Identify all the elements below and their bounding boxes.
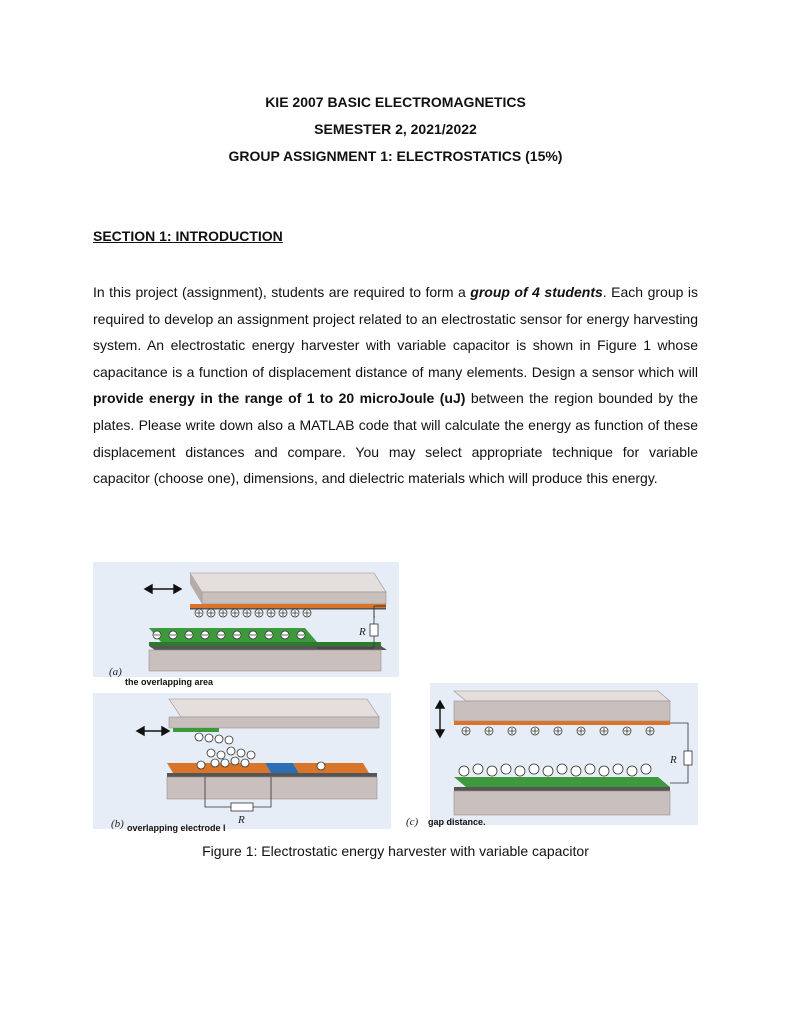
panel-a-sublabel: the overlapping area <box>125 677 214 687</box>
intro-paragraph <box>93 279 698 492</box>
panel-c-label: (c) <box>406 816 419 828</box>
panel-a-label: (a) <box>109 666 122 678</box>
figure-panel-a <box>93 562 399 690</box>
resistor-symbol <box>684 751 692 765</box>
energy-range-emphasis: provide energy in the range of 1 to 20 microJoule (uJ) <box>93 390 466 407</box>
figure-panel-c <box>402 683 698 831</box>
figure-a-diagram <box>93 562 399 690</box>
resistor-label: R <box>670 754 677 766</box>
document-title: KIE 2007 BASIC ELECTROMAGNETICS <box>265 94 526 110</box>
figure-caption: Figure 1: Electrostatic energy harvester with variable capacitor <box>202 843 589 859</box>
panel-c-sublabel: gap distance. <box>428 817 486 827</box>
figure-b-diagram <box>93 693 391 833</box>
figure-panel-b <box>93 693 391 833</box>
panel-b-sublabel: overlapping electrode l <box>127 823 226 833</box>
section-heading: SECTION 1: INTRODUCTION <box>93 228 283 244</box>
resistor-label: R <box>359 626 366 638</box>
intro-text-1: In this project (assignment), students are required to form a <box>93 284 471 300</box>
resistor-label: R <box>238 814 245 826</box>
resistor-symbol <box>370 624 378 636</box>
figure-c-diagram <box>402 683 698 831</box>
intro-text-3: between the region bounded by the plates. Please write down also a MATLAB code that will calculate the energy as function of these displacement distances and compare. You may select appropriate technique for variable capacitor (choose one), dimensions, and dielectric materials which will produce this energy. <box>93 390 698 487</box>
assignment-title: GROUP ASSIGNMENT 1: ELECTROSTATICS (15%) <box>228 148 563 164</box>
resistor-symbol <box>231 803 253 811</box>
semester-line: SEMESTER 2, 2021/2022 <box>314 121 477 137</box>
intro-text-2: . Each group is required to develop an assignment project related to an electrostatic sensor for energy harvesting system. An electrostatic energy harvester with variable capacitor is shown in Figure 1 whose capacitance is a function of displacement distance of many elements. Design a sensor which will <box>93 284 698 380</box>
panel-b-label: (b) <box>111 818 124 830</box>
group-size-emphasis: group of 4 students <box>470 284 603 300</box>
